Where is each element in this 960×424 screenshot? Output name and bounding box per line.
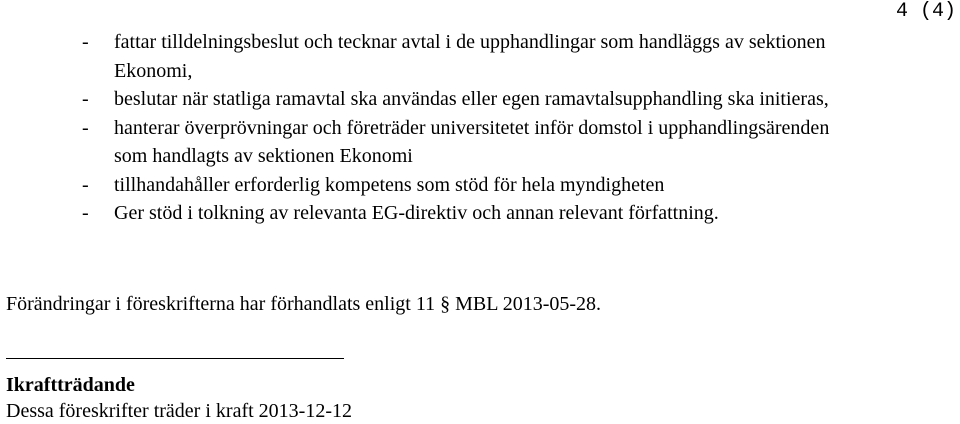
effective-date-text: Dessa föreskrifter träder i kraft 2013-12-12: [6, 400, 352, 422]
list-dash: -: [82, 202, 89, 224]
list-item: [80, 199, 960, 228]
list-item-text: beslutar när statliga ramavtal ska användas eller egen ramavtalsupphandling ska initieras,: [114, 88, 829, 110]
mbl-negotiation-paragraph: Förändringar i föreskrifterna har förhandlats enligt 11 § MBL 2013-05-28.: [6, 293, 602, 315]
list-item: [80, 85, 904, 114]
list-dash: -: [82, 173, 89, 196]
list-item: [80, 28, 884, 85]
page-number: 4 (4): [895, 0, 956, 23]
list-item-text: hanterar överprövningar och företräder universitetet inför domstol i upphandlingsärenden som handlagts av sektionen Ekonomi: [114, 116, 830, 167]
list-dash: -: [82, 31, 89, 53]
list-dash: -: [82, 116, 89, 139]
list-dash: -: [82, 88, 89, 110]
list-item: [80, 171, 960, 200]
list-item-text: Ger stöd i tolkning av relevanta EG-direktiv och annan relevant författning.: [114, 202, 719, 224]
effective-heading: Ikraftträdande: [6, 374, 135, 396]
separator-line: [6, 358, 344, 359]
list-item: [80, 114, 834, 171]
responsibilities-list: [80, 28, 940, 228]
list-item-text: tillhandahåller erforderlig kompetens som stöd för hela myndigheten: [114, 173, 665, 196]
list-item-text: fattar tilldelningsbeslut och tecknar avtal i de upphandlingar som handläggs av sektionen Ekonomi,: [114, 31, 826, 82]
